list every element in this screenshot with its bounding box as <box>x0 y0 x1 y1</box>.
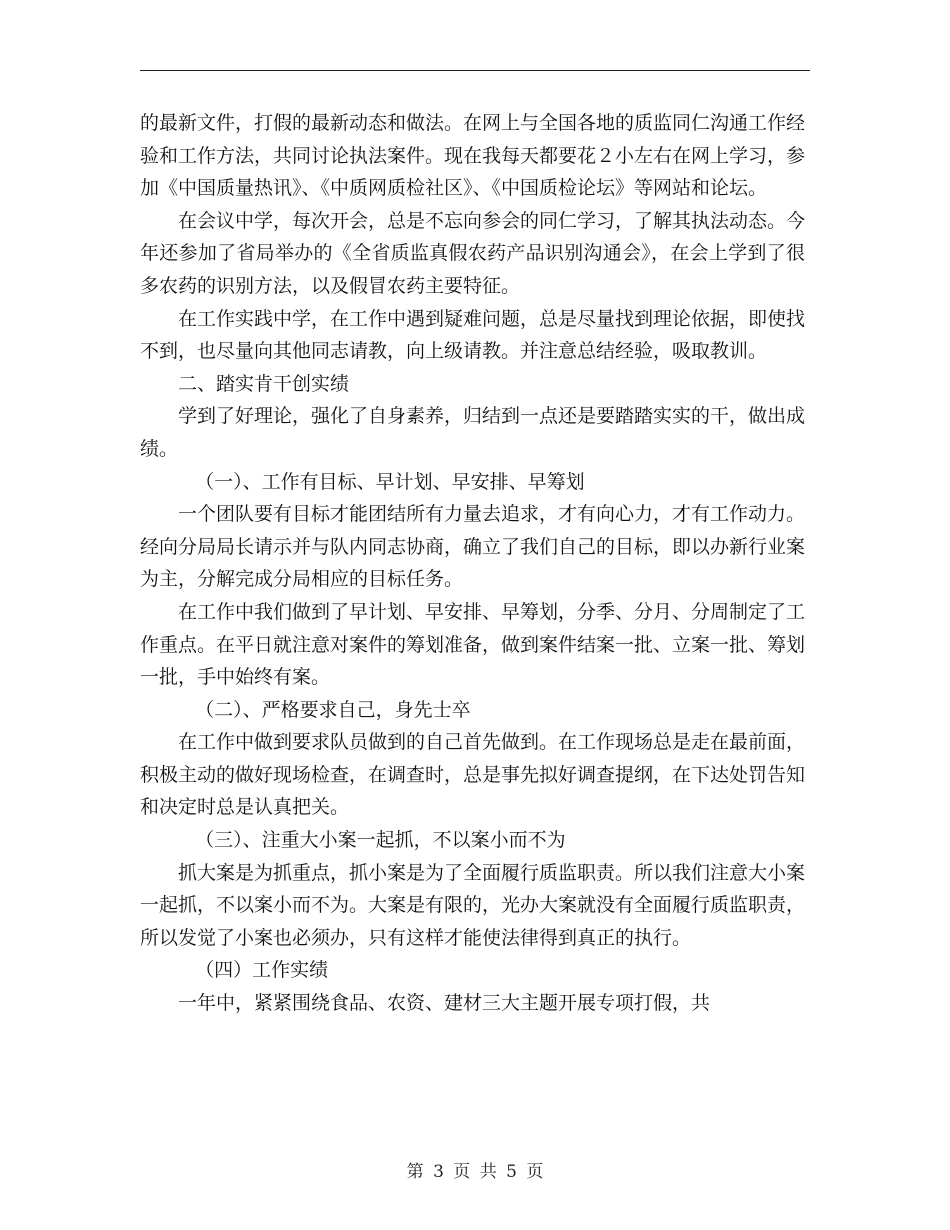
paragraph-1: 的最新文件，打假的最新动态和做法。在网上与全国各地的质监同仁沟通工作经验和工作方法，共同讨论执法案件。现在我每天都要花２小左右在网上学习，参加《中国质量热讯》、《中质网质检社区》、《中国质检论坛》等网站和论坛。 <box>140 112 806 200</box>
header-rule <box>140 70 810 71</box>
paragraph-12: 抓大案是为抓重点，抓小案是为了全面履行质监职责。所以我们注意大小案一起抓，不以案小而不为。大案是有限的，光办大案就没有全面履行质监职责，所以发觉了小案也必须办，只有这样才能使法律得到真正的执行。 <box>140 861 806 949</box>
paragraph-7: 一个团队要有目标才能团结所有力量去追求，才有向心力，才有工作动力。经向分局局长请示并与队内同志协商，确立了我们自己的目标，即以办新行业案为主，分解完成分局相应的目标任务。 <box>140 503 806 591</box>
document-body <box>140 107 805 1020</box>
subheading-2: （二）、严格要求自己，身先士卒 <box>195 698 471 721</box>
subheading-3: （三）、注重大小案一起抓，不以案小而不为 <box>195 829 566 852</box>
paragraph-2: 在会议中学，每次开会，总是不忘向参会的同仁学习，了解其执法动态。今年还参加了省局举办的《全省质监真假农药产品识别沟通会》，在会上学到了很多农药的识别方法，以及假冒农药主要特征。 <box>140 209 806 297</box>
paragraph-10: 在工作中做到要求队员做到的自己首先做到。在工作现场总是走在最前面，积极主动的做好现场检查，在调查时，总是事先拟好调查提纲，在下达处罚告知和决定时总是认真把关。 <box>140 731 806 819</box>
page-number-footer: 第 3 页 共 5 页 <box>406 1162 544 1182</box>
paragraph-3: 在工作实践中学，在工作中遇到疑难问题，总是尽量找到理论依据，即使找不到，也尽量向其他同志请教，向上级请教。并注意总结经验，吸取教训。 <box>140 307 806 363</box>
subheading-1: （一）、工作有目标、早计划、早安排、早筹划 <box>195 470 585 493</box>
paragraph-14: 一年中，紧紧围绕食品、农资、建材三大主题开展专项打假，共 <box>178 992 711 1015</box>
section-heading-2: 二、踏实肯干创实绩 <box>178 372 350 395</box>
subheading-4: （四）工作实绩 <box>195 959 329 982</box>
paragraph-5: 学到了好理论，强化了自身素养，归结到一点还是要踏踏实实的干，做出成绩。 <box>140 405 806 460</box>
paragraph-8: 在工作中我们做到了早计划、早安排、早筹划，分季、分月、分周制定了工作重点。在平日就注意对案件的筹划准备，做到案件结案一批、立案一批、筹划一批，手中始终有案。 <box>140 600 806 689</box>
